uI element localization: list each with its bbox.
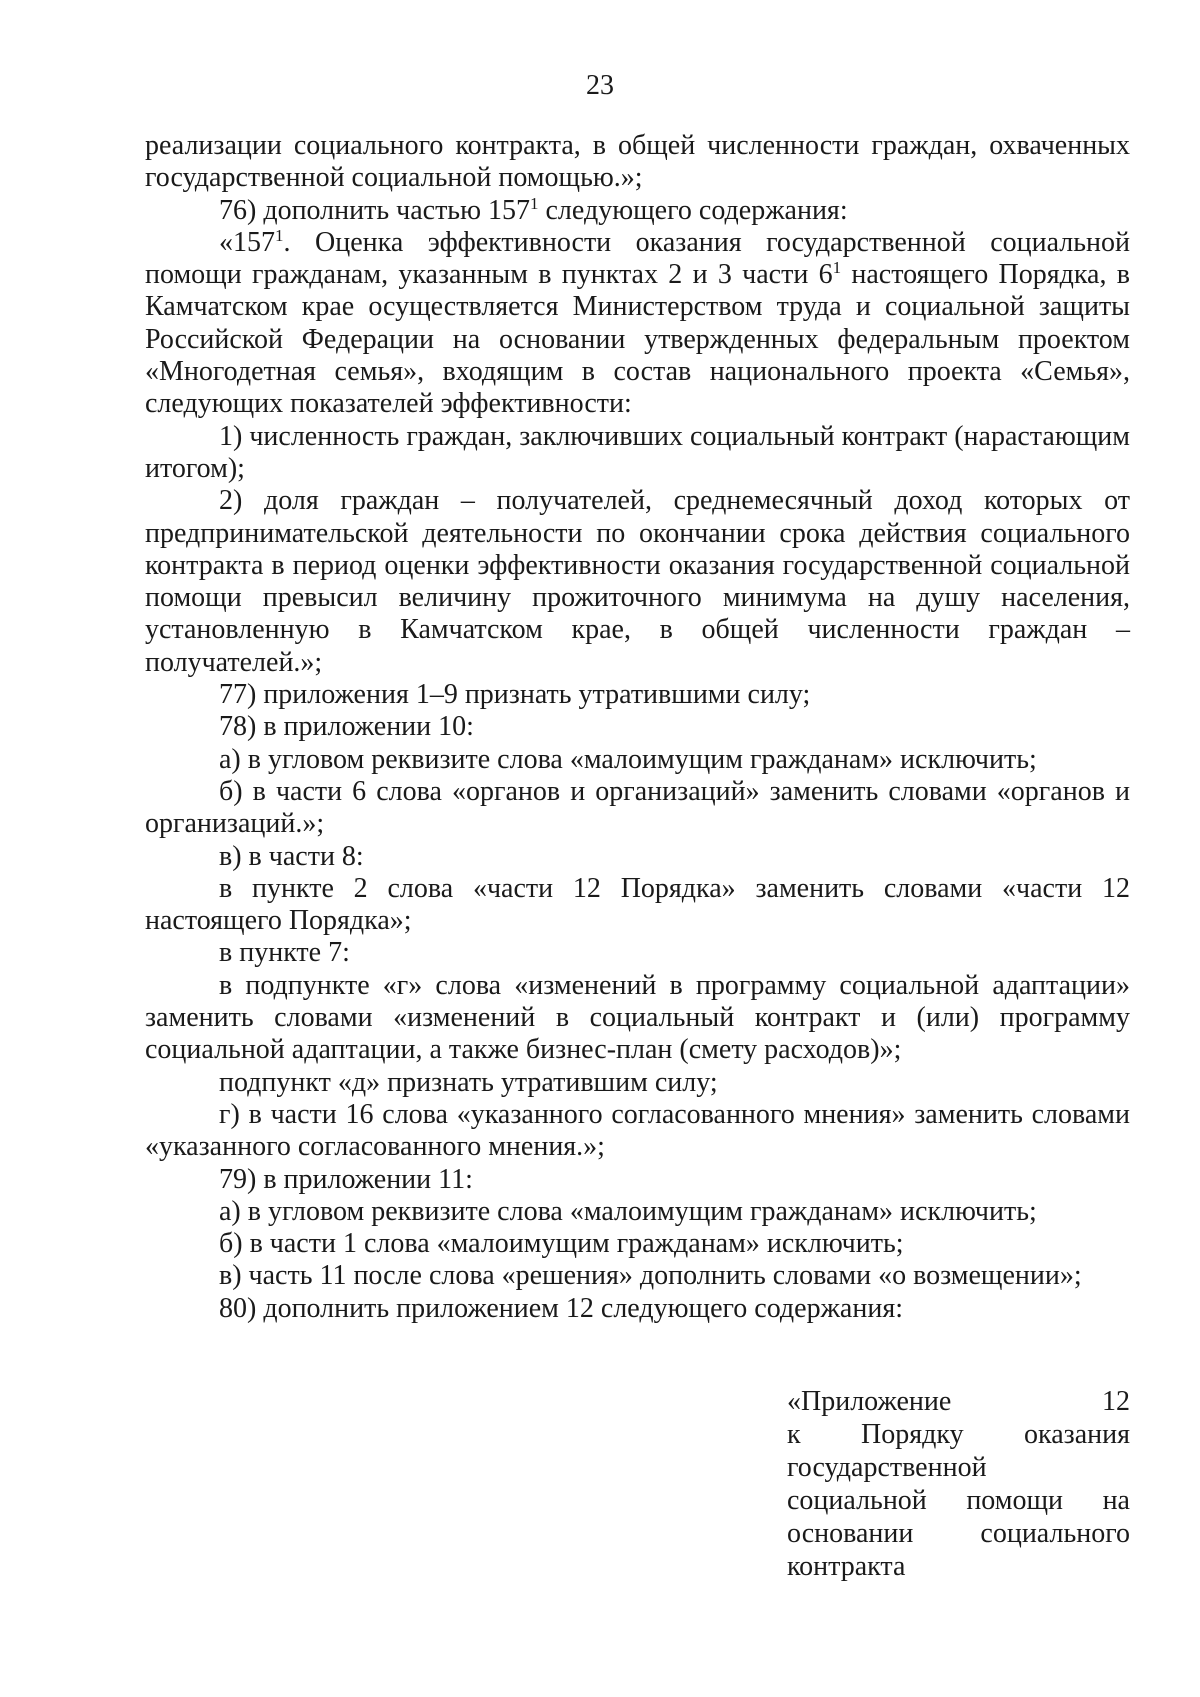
paragraph-157-start: «157 [219, 226, 275, 258]
paragraph-item-78: 78) в приложении 10: [219, 711, 474, 743]
paragraph-point-2: в пункте 2 слова «части 12 Порядка» заменить словами «части 12 настоящего Порядка»; [145, 872, 1130, 937]
paragraph-item-78-b: б) в части 6 слова «органов и организаций» заменить словами «органов и организаций.»; [145, 775, 1130, 840]
paragraph-157-tail: настоящего Порядка, в Камчатском крае осуществляется Министерством труда и социальной защиты Российской Федерации на основании утвержденных федеральным проектом «Многодетная семья», входящим в состав национального проекта «Семья», следующих показателей эффективности: [145, 259, 1130, 420]
item-76-tail: следующего содержания: [538, 194, 848, 226]
paragraph-item-78-v: в) в части 8: [219, 840, 364, 872]
superscript: 1 [530, 193, 539, 213]
paragraph-item-80: 80) дополнить приложением 12 следующего содержания: [219, 1292, 903, 1324]
appendix-line: социальной помощи на [787, 1485, 1130, 1516]
paragraph-subpoint-g: в подпункте «г» слова «изменений в программу социальной адаптации» заменить словами «изменений в социальный контракт и (или) программу социальной адаптации, а также бизнес-план (смету расходов)»; [145, 969, 1130, 1066]
paragraph-subpoint-d: подпункт «д» признать утратившим силу; [219, 1066, 718, 1098]
appendix-line: к Порядку оказания [787, 1419, 1130, 1450]
paragraph-157-mid: . Оценка эффективности оказания государственной социальной помощи гражданам, указанным в пунктах 2 и 3 части 6 [145, 226, 1130, 291]
item-76-text: 76) дополнить частью 157 [219, 194, 530, 226]
paragraph-157-1 [145, 227, 1130, 421]
paragraph-indicator-2: 2) доля граждан – получателей, среднемесячный доход которых от предпринимательской деятельности по окончании срока действия социального контракта в период оценки эффективности оказания государственной социальной помощи превысил величину прожиточного минимума на душу населения, установленную в Камчатском крае, в общей численности граждан – получателей.»; [145, 485, 1130, 678]
appendix-line: основании социального [787, 1518, 1130, 1549]
paragraph-item-77: 77) приложения 1–9 признать утратившими силу; [219, 679, 811, 711]
paragraph-item-79-b: б) в части 1 слова «малоимущим гражданам» исключить; [219, 1228, 904, 1260]
appendix-line: контракта [787, 1551, 906, 1582]
page-number: 23 [586, 70, 614, 101]
appendix-line: «Приложение 12 [787, 1386, 1130, 1417]
document-body [145, 130, 1130, 1325]
paragraph-point-7: в пункте 7: [219, 937, 350, 969]
superscript: 1 [275, 225, 284, 245]
paragraph-item-78-g: г) в части 16 слова «указанного согласованного мнения» заменить словами «указанного согласованного мнения.»; [145, 1098, 1130, 1163]
paragraph-indicator-1: 1) численность граждан, заключивших социальный контракт (нарастающим итогом); [145, 420, 1130, 484]
paragraph-item-76 [145, 195, 1130, 227]
paragraph-item-79-a: а) в угловом реквизите слова «малоимущим гражданам» исключить; [219, 1195, 1037, 1227]
superscript: 1 [832, 258, 842, 278]
appendix-line: государственной [787, 1452, 987, 1483]
paragraph-item-78-a: а) в угловом реквизите слова «малоимущим гражданам» исключить; [219, 743, 1037, 775]
paragraph-continuation: реализации социального контракта, в общей численности граждан, охваченных государственной социальной помощью.»; [145, 130, 1130, 194]
appendix-heading [787, 1385, 1130, 1583]
paragraph-item-79-v: в) часть 11 после слова «решения» дополнить словами «о возмещении»; [219, 1260, 1082, 1292]
paragraph-item-79: 79) в приложении 11: [219, 1163, 473, 1195]
